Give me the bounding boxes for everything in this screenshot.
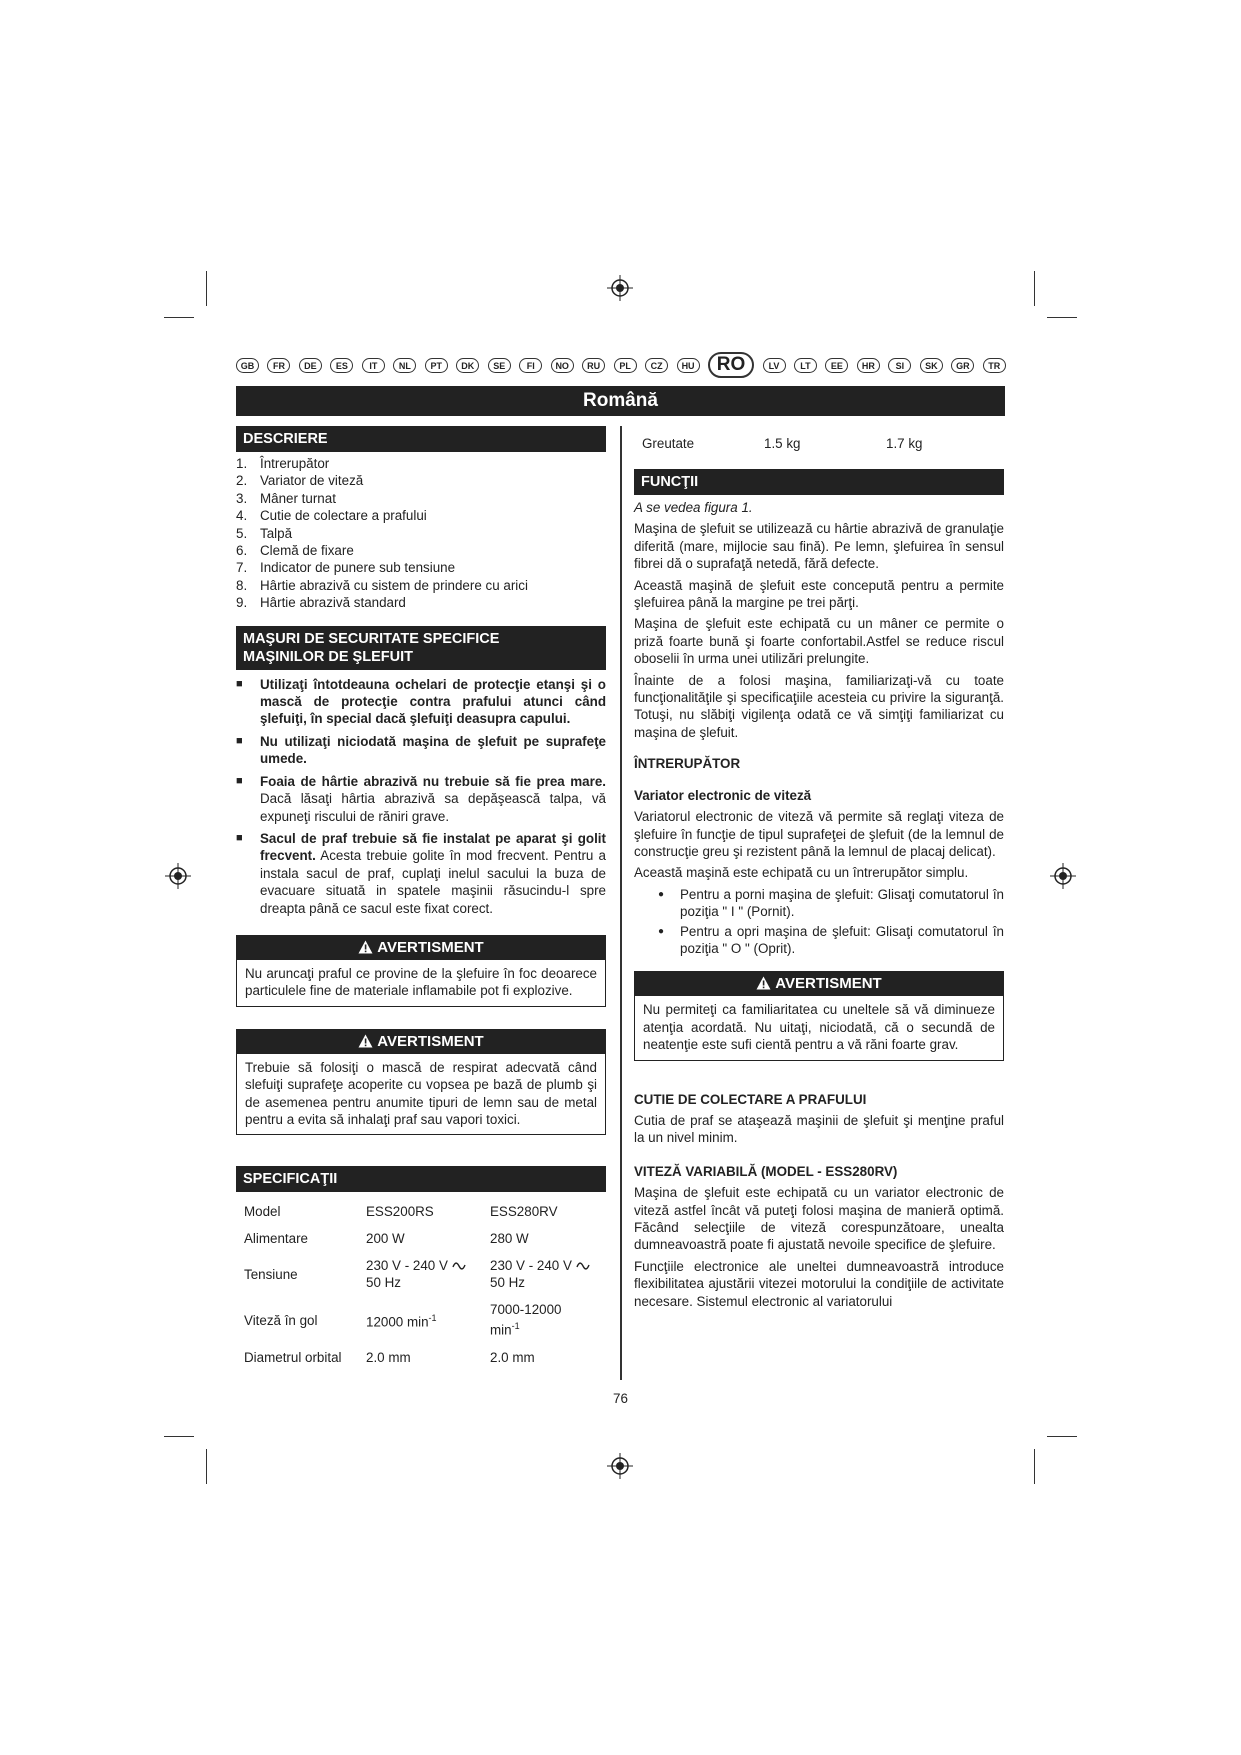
section-heading-intrerupator: ÎNTRERUPĂTOR: [634, 756, 741, 772]
list-item: 3. Mâner turnat: [236, 490, 336, 506]
warning-header: AVERTISMENT: [237, 1030, 605, 1054]
warning-box: [634, 971, 1004, 1060]
subheading: Variator electronic de viteză: [634, 787, 812, 803]
paragraph: Maşina de şlefuit se utilizează cu hârtie abrazivă de granulaţie diferită (mare, mijlocie sau fină). Pe lemn, şlefuirea în sensul fibrei dă o suprafaţă netedă, fără defecte.: [634, 521, 1004, 572]
language-badge-hu: HU: [677, 358, 700, 373]
language-badge-pl: PL: [614, 358, 637, 373]
list-item: ■ Foaia de hârtie abrazivă nu trebuie să fie prea mare. Dacă lăsaţi hârtia abrazivă sa depăşească talpa, vă expuneţi riscului de răniri grave.: [236, 773, 606, 825]
table-row: Diametrul orbital 2.0 mm 2.0 mm: [244, 1349, 535, 1365]
warning-triangle-icon: [358, 1034, 373, 1048]
figure-reference: A se vedea figura 1.: [634, 500, 753, 515]
table-row: Viteză în gol 12000 $\min^{-1}$ 7000-12000 $\min^{-1}$: [244, 1302, 562, 1338]
list-item: 5. Talpă: [236, 525, 293, 541]
language-badge-fi: FI: [519, 358, 542, 373]
section-heading-cutie: CUTIE DE COLECTARE A PRAFULUI: [634, 1091, 867, 1107]
switch-list: [634, 886, 1004, 958]
language-badge-nl: NL: [393, 358, 416, 373]
crop-mark: [1034, 1449, 1035, 1484]
crop-mark: [1034, 271, 1035, 306]
table-row: Model ESS200RS ESS280RV: [244, 1204, 558, 1220]
paragraph: Funcţiile electronice ale uneltei dumneavoastră introduce flexibilitatea ajustării vitezei motorului la condiţiile de activitate necesare. Sistemul electronic al variatorului: [634, 1258, 1004, 1309]
language-badge-pt: PT: [425, 358, 448, 373]
language-badge-ee: EE: [825, 358, 848, 373]
paragraph: Această maşină de şlefuit este concepută pentru a permite şlefuirea până la margine pe trei părţi.: [634, 577, 1004, 611]
left-column: [236, 426, 606, 1371]
language-badge-lv: LV: [763, 358, 786, 373]
language-badge-fr: FR: [267, 358, 290, 373]
specifications-table: [236, 1198, 606, 1370]
language-badge-sk: SK: [920, 358, 943, 373]
language-badge-ro: RO: [708, 352, 754, 378]
ac-symbol-icon: [452, 1262, 466, 1270]
registration-mark-icon: [607, 1453, 633, 1479]
language-badge-de: DE: [299, 358, 322, 373]
warning-triangle-icon: [756, 976, 771, 990]
language-badge-hr: HR: [857, 358, 880, 373]
warning-header: AVERTISMENT: [635, 972, 1003, 996]
section-heading-specificatii: SPECIFICAŢII: [236, 1166, 606, 1192]
language-badge-tr: TR: [983, 358, 1006, 373]
language-badge-si: SI: [888, 358, 911, 373]
list-item: ■ Sacul de praf trebuie să fie instalat pe aparat şi golit frecvent. Acesta trebuie golite în mod frecvent. Pentru a instala sacul de praf, cuplaţi inelul sacului la buza de evacuare situată in spatele maşinii răsucindu-l spre dreapta până ce sacul este fixat corect.: [236, 830, 606, 917]
warning-text: Nu aruncaţi praful ce provine de la şlefuire în foc deoarece particulele fine de materiale inflamabile pot fi explozive.: [245, 965, 597, 999]
paragraph: Variatorul electronic de viteză vă permite să reglaţi viteza de şlefuire în funcţie de tipul suprafeţei de şlefuit (de la lemnul de construcţie greu şi rezistent până la lemnul de placaj delicat).: [634, 809, 1004, 859]
column-divider: [620, 426, 622, 1380]
section-heading-viteza: VITEZĂ VARIABILĂ (MODEL - ESS280RV): [634, 1163, 898, 1179]
description-list: [236, 455, 606, 612]
table-row: Alimentare 200 W 280 W: [244, 1231, 529, 1247]
list-item: ■ Utilizaţi întotdeauna ochelari de protecţie etanşi şi o mască de protecţie contra prafului atunci când şlefuiţi, în special dacă şlefuiţi deasupra capului.: [236, 676, 606, 728]
list-item: ● Pentru a porni maşina de şlefuit: Glisaţi comutatorul în poziţia " I " (Pornit).: [634, 886, 1004, 921]
list-item: 1. Întrerupător: [236, 456, 330, 471]
crop-mark: [1047, 1436, 1077, 1437]
paragraph: Înainte de a folosi maşina, familiarizaţi-vă cu toate funcţionalităţile şi specificaţiile acesteia cu privire la siguranţă. Totuşi, nu slăbiţi vigilenţa odată ce vă simţiţi familiarizat cu maşina de şlefuit.: [634, 672, 1004, 740]
language-badge-ru: RU: [582, 358, 605, 373]
language-badge-no: NO: [551, 358, 574, 373]
list-item: 6. Clemă de fixare: [236, 543, 354, 559]
list-item: 7. Indicator de punere sub tensiune: [236, 560, 456, 576]
table-row: Greutate 1.5 kg 1.7 kg: [642, 436, 923, 451]
language-badge-gb: GB: [236, 358, 259, 373]
list-item: 9. Hârtie abrazivă standard: [236, 595, 406, 611]
registration-mark-icon: [165, 863, 191, 889]
section-heading-masuri: MAŞURI DE SECURITATE SPECIFICE MAŞINILOR DE ŞLEFUIT: [236, 626, 606, 670]
crop-mark: [206, 271, 207, 306]
language-badge-it: IT: [362, 358, 385, 373]
warning-box: [236, 1029, 606, 1136]
warning-text: Trebuie să folosiţi o mască de respirat adecvată când slefuiţi suprafeţe acoperite cu vopsea pe bază de plumb şi de asemenea pentru anumite tipuri de lemn sau de metal pentru a evita să inhalaţi praf sau vapori toxici.: [245, 1059, 597, 1127]
page-number: 76: [613, 1391, 628, 1406]
page-title: Română: [236, 386, 1005, 416]
warning-box: [236, 935, 606, 1007]
paragraph: Maşina de şlefuit este echipată cu un mâner ce permite o priză foarte bună şi foarte confortabil.Astfel se reduce riscul oboselii în urma unei utilizări prelungite.: [634, 616, 1004, 667]
table-row: Tensiune 230 V - 240 V 50 Hz 230 V - 240 V 50 Hz: [236, 1252, 606, 1296]
registration-mark-icon: [1050, 863, 1076, 889]
list-item: 2. Variator de viteză: [236, 473, 364, 489]
crop-mark: [1047, 317, 1077, 318]
language-badge-se: SE: [488, 358, 511, 373]
paragraph: Această maşină este echipată cu un întrerupător simplu.: [634, 865, 969, 881]
ac-symbol-icon: [576, 1262, 590, 1270]
warning-triangle-icon: [358, 940, 373, 954]
language-badge-es: ES: [330, 358, 353, 373]
language-selector: [236, 352, 1006, 378]
warning-text: Nu permiteţi ca familiaritatea cu uneltele să vă diminueze atenţia acordată. Nu uitaţi, niciodată, că o secundă de neatenţie este sufi cientă pentru a vă răni foarte grav.: [643, 1002, 995, 1053]
language-badge-cz: CZ: [645, 358, 668, 373]
section-heading-descriere: DESCRIERE: [236, 426, 606, 452]
list-item: 4. Cutie de colectare a prafului: [236, 508, 427, 524]
registration-mark-icon: [607, 275, 633, 301]
crop-mark: [164, 317, 194, 318]
list-item: ● Pentru a opri maşina de şlefuit: Glisaţi comutatorul în poziţia " O " (Oprit).: [634, 923, 1004, 958]
warning-header: AVERTISMENT: [237, 936, 605, 960]
language-badge-lt: LT: [794, 358, 817, 373]
crop-mark: [164, 1436, 194, 1437]
section-heading-functii: FUNCŢII: [634, 469, 1004, 495]
list-item: 8. Hârtie abrazivă cu sistem de prindere cu arici: [236, 577, 528, 593]
list-item: ■ Nu utilizaţi niciodată maşina de şlefuit pe suprafeţe umede.: [236, 733, 606, 768]
safety-list: [236, 676, 606, 917]
paragraph: Maşina de şlefuit este echipată cu un variator electronic de viteză astfel încât vă puteţi folosi maşina de manieră optimă. Făcând selecţiile de viteză corespunzătoare, unealta dumneavoastră poate fi ajustată nevoile specifice de şlefuire.: [634, 1185, 1004, 1253]
crop-mark: [206, 1449, 207, 1484]
specifications-table-continued: [634, 430, 1004, 457]
paragraph: Cutia de praf se ataşează maşinii de şlefuit şi menţine praful la un nivel minim.: [634, 1112, 1004, 1146]
right-column: [634, 430, 1004, 1314]
language-badge-dk: DK: [456, 358, 479, 373]
language-badge-gr: GR: [951, 358, 974, 373]
